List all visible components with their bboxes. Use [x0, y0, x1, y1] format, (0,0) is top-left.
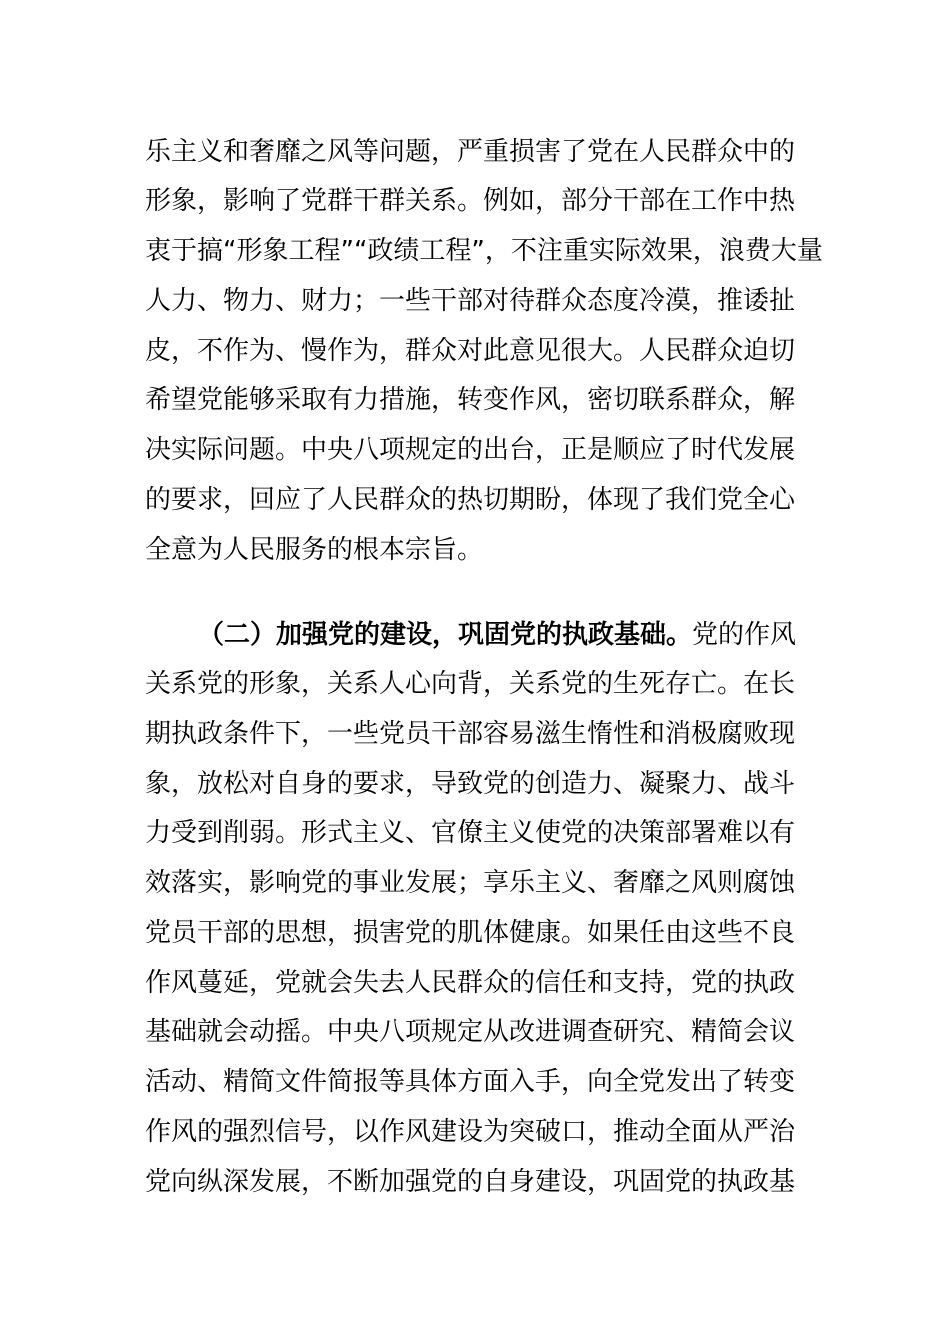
text-line: 衷于搞“形象工程”“政绩工程”，不注重实际效果，浪费大量 — [145, 236, 823, 266]
text-line: 全意为人民服务的根本宗旨。 — [145, 535, 484, 565]
text-line: 皮，不作为、慢作为，群众对此意见很大。人民群众迫切 — [145, 336, 796, 366]
paragraph-2-first-line — [198, 620, 796, 650]
section-heading: （二）加强党的建设，巩固党的执政基础。 — [198, 620, 693, 650]
text-line: 关系党的形象，关系人心向背，关系党的生死存亡。在长 — [145, 669, 796, 699]
text-line: 党向纵深发展，不断加强党的自身建设，巩固党的执政基 — [145, 1167, 796, 1197]
text-line: 活动、精简文件简报等具体方面入手，向全党发出了转变 — [145, 1067, 796, 1097]
text-line: 作风的强烈信号，以作风建设为突破口，推动全面从严治 — [145, 1117, 796, 1147]
text-line: 人力、物力、财力；一些干部对待群众态度冷漠，推诿扯 — [145, 286, 796, 316]
text-line: 希望党能够采取有力措施，转变作风，密切联系群众，解 — [145, 385, 796, 415]
text-line: 的要求，回应了人民群众的热切期盼，体现了我们党全心 — [145, 485, 796, 515]
text-line: 象，放松对自身的要求，导致党的创造力、凝聚力、战斗 — [145, 769, 796, 799]
text-line: 乐主义和奢靡之风等问题，严重损害了党在人民群众中的 — [145, 137, 796, 167]
text-line: 党员干部的思想，损害党的肌体健康。如果任由这些不良 — [145, 918, 796, 948]
text-line: 决实际问题。中央八项规定的出台，正是顺应了时代发展 — [145, 435, 796, 465]
text-line: 期执政条件下，一些党员干部容易滋生惰性和消极腐败现 — [145, 719, 796, 749]
text-line: 作风蔓延，党就会失去人民群众的信任和支持，党的执政 — [145, 968, 796, 998]
text-line: 效落实，影响党的事业发展；享乐主义、奢靡之风则腐蚀 — [145, 868, 796, 898]
text-line: 基础就会动摇。中央八项规定从改进调查研究、精简会议 — [145, 1017, 796, 1047]
text-line: 力受到削弱。形式主义、官僚主义使党的决策部署难以有 — [145, 818, 796, 848]
text-line: 形象，影响了党群干群关系。例如，部分干部在工作中热 — [145, 186, 796, 216]
text-span: 党的作风 — [692, 620, 797, 650]
